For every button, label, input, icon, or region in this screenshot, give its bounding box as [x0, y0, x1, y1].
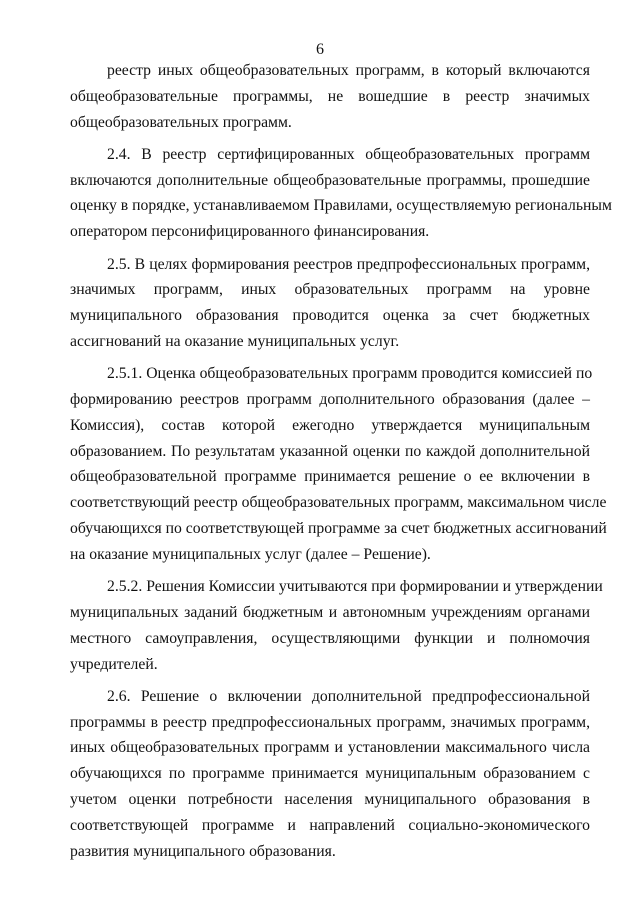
text-line: образованием. По результатам указанной оценки по каждой дополнительной [70, 442, 590, 460]
text-line: значимых программ, иных образовательных программ на уровне [70, 281, 590, 299]
text-line: на оказание муниципальных услуг (далее – Решение). [70, 545, 431, 563]
document-body [70, 58, 612, 871]
paragraph-2-5-2 [70, 574, 603, 677]
text-line: местного самоуправления, осуществляющими функции и полномочия [70, 629, 590, 647]
text-line: муниципального образования проводится оценка за счет бюджетных [70, 307, 590, 325]
text-line: соответствующей программе и направлений социально-экономического [70, 816, 590, 834]
text-line: развития муниципального образования. [70, 842, 336, 860]
text-line: Комиссия), состав которой ежегодно утверждается муниципальным [70, 416, 590, 434]
text-line: 2.4. В реестр сертифицированных общеобразовательных программ [107, 145, 590, 163]
text-line: общеобразовательной программе принимается решение о ее включении в [70, 468, 590, 486]
text-line: программы в реестр предпрофессиональных программ, значимых программ, [70, 713, 590, 731]
paragraph-2-5 [70, 252, 590, 355]
text-line: общеобразовательные программы, не вошедшие в реестр значимых [70, 87, 590, 105]
page-number: 6 [316, 41, 324, 58]
text-line: оператором персонифицированного финансирования. [70, 223, 430, 241]
text-line: учредителей. [70, 655, 158, 673]
text-line: обучающихся по программе принимается муниципальным образованием с [70, 765, 590, 783]
text-line: соответствующий реестр общеобразовательных программ, максимальном числе [70, 494, 607, 512]
text-line: иных общеобразовательных программ и установлении максимального числа [70, 739, 590, 757]
paragraph-continuation [70, 58, 590, 135]
text-line: обучающихся по соответствующей программе за счет бюджетных ассигнований [70, 520, 607, 538]
paragraph-2-5-1 [70, 361, 607, 567]
text-line: реестр иных общеобразовательных программ, в который включаются [107, 62, 590, 79]
text-line: 2.5. В целях формирования реестров предпрофессиональных программ, [107, 255, 590, 273]
text-line: 2.5.2. Решения Комиссии учитываются при формировании и утверждении [107, 578, 603, 596]
text-line: 2.5.1. Оценка общеобразовательных программ проводится комиссией по [107, 365, 593, 383]
text-line: общеобразовательных программ. [70, 113, 292, 131]
text-line: оценку в порядке, устанавливаемом Правилами, осуществляемую региональным [70, 197, 612, 215]
text-line: включаются дополнительные общеобразовательные программы, прошедшие [70, 171, 590, 189]
paragraph-2-4 [70, 142, 612, 245]
text-line: учетом оценки потребности населения муниципального образования в [70, 791, 590, 809]
text-line: муниципальных заданий бюджетным и автономным учреждениям органами [70, 603, 590, 621]
text-line: ассигнований на оказание муниципальных услуг. [70, 332, 400, 350]
text-line: формированию реестров программ дополнительного образования (далее – [70, 391, 590, 409]
text-line: 2.6. Решение о включении дополнительной предпрофессиональной [107, 687, 590, 705]
paragraph-2-6 [70, 684, 590, 865]
